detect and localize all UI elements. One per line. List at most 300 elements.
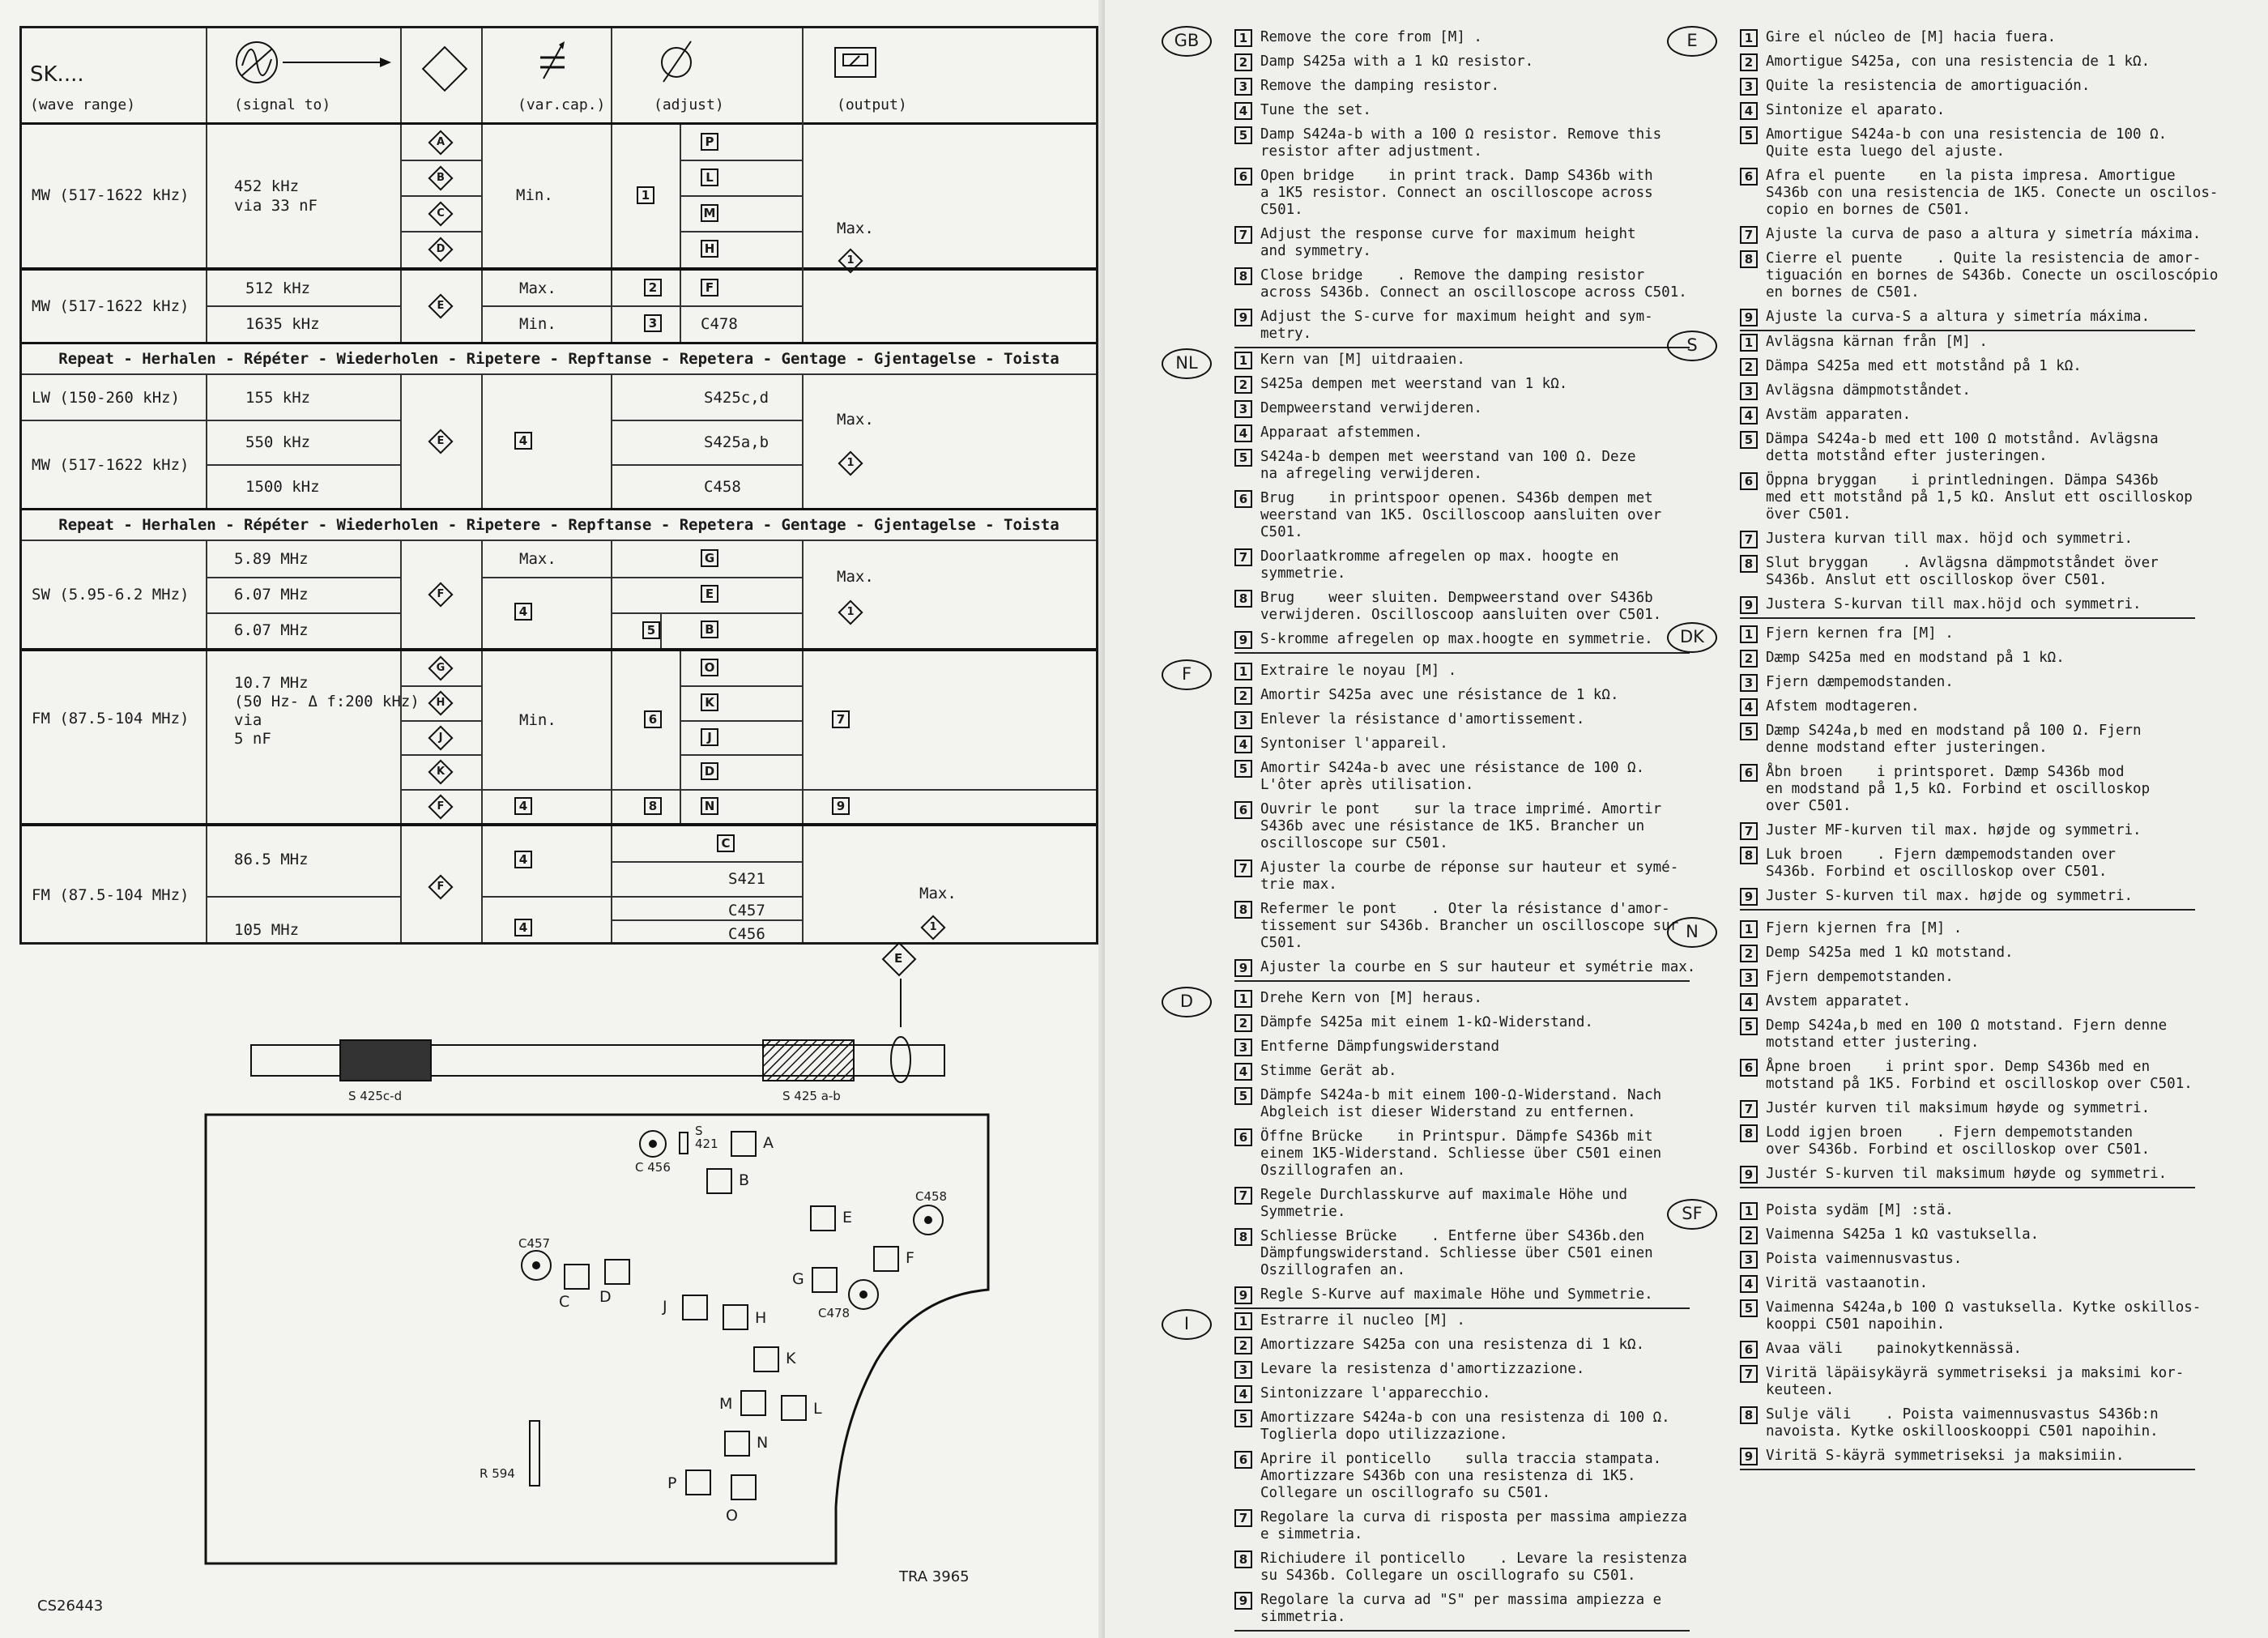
signal-cell: 5.89 MHz [234, 550, 309, 568]
step-number: 2 [1740, 1226, 1758, 1244]
step-text: Slut bryggan . Avlägsna dämpmotståndet över S436b. Anslut ett oscilloskop över C501. [1766, 555, 2159, 588]
language-badge: I [1162, 1309, 1212, 1340]
step-number: 5 [1740, 1299, 1758, 1317]
step-text: Close bridge . Remove the damping resistor across S436b. Connect an oscilloscope across C501. [1260, 267, 1687, 301]
step-text: Richiudere il ponticello . Levare la resistenza su S436b. Collegare un oscillografo su C501. [1260, 1551, 1687, 1584]
document-code: CS26443 [37, 1597, 104, 1615]
output-cell: Max. [919, 885, 957, 902]
step-text: Quite la resistencia de amortiguación. [1766, 78, 2091, 94]
step-text: Brug in printspoor openen. S436b dempen met weerstand van 1K5. Oscilloscoop aansluiten over C501. [1260, 490, 1662, 540]
language-badge: F [1162, 659, 1212, 690]
step-number: 3 [1740, 382, 1758, 400]
step-number: 5 [1740, 431, 1758, 449]
step-text: Dæmp S424a,b med en modstand på 100 Ω. Fjern denne modstand efter justeringen. [1766, 723, 2142, 756]
step-text: Amortir S424a-b avec une résistance de 100 Ω. L'ôter après utilisation. [1260, 760, 1645, 793]
step-number: 7 [1740, 531, 1758, 548]
section-divider [1740, 909, 2195, 911]
step-text: S-kromme afregelen op max.hoogte en symmetrie. [1260, 631, 1653, 647]
varcap-cell: Min. [519, 711, 556, 729]
signal-cell: 105 MHz [234, 921, 300, 939]
step-number: 4 [1740, 407, 1758, 424]
adjust-point: F [701, 279, 718, 296]
step-text: Ajuste la curva de paso a altura y simetría máxima. [1766, 226, 2202, 242]
language-badge: NL [1162, 348, 1212, 379]
pcb-point: J [682, 1295, 708, 1324]
step-number: 9 [1740, 888, 1758, 906]
step-number: 4 [514, 851, 532, 868]
step-number: 5 [1234, 1087, 1252, 1105]
step-number: 5 [1740, 723, 1758, 740]
table-row [22, 651, 1096, 826]
section-divider [1740, 1187, 2195, 1188]
step-text: Amortizzare S424a-b con una resistenza di 100 Ω. Toglierla dopo utilizzazione. [1260, 1410, 1670, 1443]
adjust-cell: S425a,b [704, 433, 770, 451]
step-number: 8 [1740, 250, 1758, 268]
component-label: C 456 [635, 1160, 671, 1175]
output-point-diamond: 1 [838, 248, 863, 273]
step-number: 8 [1740, 1124, 1758, 1142]
step-number: 1 [637, 186, 654, 204]
step-number: 5 [642, 621, 660, 639]
step-number: 8 [1234, 1228, 1252, 1246]
alignment-table [19, 26, 1098, 945]
language-badge: SF [1667, 1199, 1717, 1230]
step-number: 2 [1740, 650, 1758, 668]
step-number: 8 [1740, 1406, 1758, 1424]
step-number: 9 [1740, 1166, 1758, 1184]
step-text: Sintonizzare l'apparecchio. [1260, 1385, 1491, 1401]
step-text: Poista vaimennusvastus. [1766, 1251, 1963, 1267]
component-label: C457 [518, 1236, 551, 1251]
step-number: 9 [1234, 1286, 1252, 1304]
step-text: Fjern kernen fra [M] . [1766, 625, 1954, 642]
step-number: 3 [644, 314, 662, 332]
step-text: Dempweerstand verwijderen. [1260, 400, 1482, 416]
step-text: Öffne Brücke in Printspur. Dämpfe S436b mit einem 1K5-Widerstand. Schliesse über C501 einen Oszillografen an. [1260, 1128, 1662, 1179]
step-number: 4 [1234, 736, 1252, 753]
step-text: Afra el puente en la pista impresa. Amortigue S436b con una resistencia de 1K5. Conecte un oscilos- copio en bornes de C501. [1766, 168, 2219, 218]
output-cell: Max. [837, 411, 874, 429]
signal-cell: 452 kHz via 33 nF [234, 177, 318, 215]
step-text: Ajuster la courbe de réponse sur hauteur et symé- trie max. [1260, 860, 1679, 893]
step-text: Dæmp S425a med en modstand på 1 kΩ. [1766, 650, 2065, 666]
step-number: 4 [1740, 698, 1758, 716]
step-number: 6 [1740, 1059, 1758, 1077]
step-number: 2 [1234, 376, 1252, 394]
output-point-diamond: 1 [838, 450, 863, 476]
section-divider [1740, 617, 2195, 619]
step-text: Extraire le noyau [M] . [1260, 663, 1457, 679]
adjust-cell: C458 [704, 478, 741, 496]
step-text: Vaimenna S425a 1 kΩ vastuksella. [1766, 1226, 2040, 1243]
step-number: 7 [1740, 822, 1758, 840]
step-number: 1 [1740, 1202, 1758, 1220]
step-text: Fjern dempemotstanden. [1766, 969, 1954, 985]
step-number: 5 [1740, 126, 1758, 144]
coil-label: S 425c-d [348, 1089, 403, 1103]
step-text: Justér S-kurven til maksimum høyde og symmetri. [1766, 1166, 2168, 1182]
step-text: Justér kurven til maksimum høyde og symmetri. [1766, 1100, 2151, 1116]
step-number: 3 [1740, 1251, 1758, 1269]
step-number: 6 [1740, 472, 1758, 490]
component-label: S 421 [695, 1124, 718, 1151]
step-number: 4 [1234, 424, 1252, 442]
step-text: Avstem apparatet. [1766, 993, 1912, 1009]
adjust-point: C [717, 834, 735, 852]
adjust-point: M [701, 204, 718, 222]
step-number: 4 [514, 919, 532, 936]
signal-cell: 1500 kHz [245, 478, 320, 496]
adjust-point: L [701, 168, 718, 186]
pcb-point: O [731, 1474, 757, 1504]
step-text: Schliesse Brücke . Entferne über S436b.den Dämpfungswiderstand. Schliesse über C501 einen Oszillografen an. [1260, 1228, 1653, 1278]
step-text: Avaa väli painokytkennässä. [1766, 1341, 2023, 1357]
adjust-point: B [701, 621, 718, 638]
step-text: Justera kurvan till max. höjd och symmetri. [1766, 531, 2134, 547]
right-page [1105, 0, 2268, 1638]
step-number: 1 [1740, 29, 1758, 47]
step-text: Luk broen . Fjern dæmpemodstanden over S436b. Forbind et oscilloskop over C501. [1766, 847, 2116, 880]
step-number: 3 [1234, 1039, 1252, 1056]
wave-range-cell: SW (5.95-6.2 MHz) [32, 586, 190, 604]
repeat-banner: Repeat - Herhalen - Répéter - Wiederholen - Ripetere - Repftanse - Repetera - Gentage - Gjentagelse - Toista [22, 510, 1096, 541]
step-text: Dämpa S424a-b med ett 100 Ω motstånd. Avlägsna detta motstånd efter justeringen. [1766, 431, 2159, 464]
step-number: 4 [1740, 1275, 1758, 1293]
adjust-point: J [701, 728, 718, 746]
wave-range-header: (wave range) [30, 96, 136, 113]
point-diamond: E [428, 429, 453, 454]
pcb-point: K [753, 1346, 779, 1376]
step-number: 6 [1740, 168, 1758, 186]
section-divider [1740, 330, 2195, 331]
step-text: Adjust the response curve for maximum height and symmetry. [1260, 226, 1636, 259]
step-text: Viritä vastaanotin. [1766, 1275, 1929, 1291]
varcap-cell: Max. [519, 279, 556, 297]
signal-cell: 1635 kHz [245, 315, 320, 333]
pcb-point: L [781, 1395, 807, 1424]
step-number: 2 [1234, 1014, 1252, 1032]
step-number: 5 [1234, 1410, 1252, 1427]
step-number: 1 [1234, 1312, 1252, 1330]
adjust-cell: S425c,d [704, 389, 770, 407]
step-number: 7 [1234, 548, 1252, 566]
step-number: 8 [1740, 555, 1758, 573]
language-badge: E [1667, 26, 1717, 57]
step-text: Fjern dæmpemodstanden. [1766, 674, 1954, 690]
step-number: 9 [1740, 596, 1758, 614]
step-number: 1 [1234, 663, 1252, 680]
section-divider [1234, 1307, 1690, 1309]
step-number: 9 [1234, 1592, 1252, 1610]
wave-range-cell: MW (517-1622 kHz) [32, 456, 190, 474]
adjust-cell: C478 [701, 315, 738, 333]
language-badge: D [1162, 987, 1212, 1017]
step-text: Stimme Gerät ab. [1260, 1063, 1397, 1079]
varcap-cell: Min. [519, 315, 556, 333]
step-text: Regolare la curva di risposta per massima ampiezza e simmetria. [1260, 1509, 1687, 1542]
step-text: Levare la resistenza d'amortizzazione. [1260, 1361, 1585, 1377]
wave-range-code: SK.... [30, 62, 84, 87]
pcb-point: F [873, 1246, 899, 1275]
language-badge: DK [1667, 622, 1717, 653]
signal-cell: 155 kHz [245, 389, 311, 407]
point-diamond: K [428, 759, 453, 784]
pcb-point: N [724, 1431, 750, 1460]
step-number: 3 [1740, 674, 1758, 692]
step-text: Gire el núcleo de [M] hacia fuera. [1766, 29, 2057, 45]
adjust-cell: C456 [728, 925, 765, 943]
pcb-diagram [0, 940, 1105, 1620]
step-number: 8 [644, 797, 662, 815]
step-text: Regolare la curva ad "S" per massima ampiezza e simmetria. [1260, 1592, 1662, 1625]
adjust-icon [654, 36, 702, 85]
step-number: 2 [1740, 53, 1758, 71]
adjust-point: O [701, 659, 718, 676]
test-point-icon [422, 46, 468, 92]
step-number: 4 [1234, 1385, 1252, 1403]
step-number: 2 [1740, 358, 1758, 376]
step-number: 7 [1234, 1187, 1252, 1205]
step-number: 6 [1740, 764, 1758, 782]
step-number: 1 [1740, 920, 1758, 938]
step-text: Aprire il ponticello sulla traccia stampata. Amortizzare S436b con una resistenza di 1K5. Collegare un oscillografo su C501. [1260, 1451, 1662, 1501]
point-diamond: F [428, 582, 453, 607]
repeat-banner: Repeat - Herhalen - Répéter - Wiederholen - Ripetere - Repftanse - Repetera - Gentage - Gjentagelse - Toista [22, 344, 1096, 375]
adjust-point: G [701, 549, 718, 567]
step-number: 1 [1234, 352, 1252, 369]
step-number: 8 [1234, 267, 1252, 285]
pcb-point: B [706, 1168, 732, 1197]
step-number: 3 [1740, 78, 1758, 96]
pcb-point: G [812, 1267, 838, 1296]
point-diamond: G [428, 655, 453, 680]
step-number: 7 [1740, 1100, 1758, 1118]
signal-cell: 6.07 MHz [234, 621, 309, 639]
step-text: Demp S424a,b med en 100 Ω motstand. Fjern denne motstand etter justering. [1766, 1017, 2168, 1051]
step-number: 9 [832, 797, 850, 815]
step-text: Dämpfe S425a mit einem 1-kΩ-Widerstand. [1260, 1014, 1593, 1030]
step-number: 1 [1234, 29, 1252, 47]
step-number: 9 [1234, 959, 1252, 977]
signal-to-header: (signal to) [234, 96, 331, 113]
step-text: Regle S-Kurve auf maximale Höhe und Symmetrie. [1260, 1286, 1653, 1303]
step-number: 7 [1234, 1509, 1252, 1527]
step-number: 1 [1740, 625, 1758, 643]
step-text: Amortir S425a avec une résistance de 1 kΩ. [1260, 687, 1619, 703]
wave-range-cell: MW (517-1622 kHz) [32, 297, 190, 315]
step-text: Remove the core from [M] . [1260, 29, 1482, 45]
step-text: Juster S-kurven til max. højde og symmetri. [1766, 888, 2134, 904]
step-text: Syntoniser l'appareil. [1260, 736, 1448, 752]
step-text: Lodd igjen broen . Fjern dempemotstanden over S436b. Forbind et oscilloskop over C501. [1766, 1124, 2151, 1158]
adjust-cell: C457 [728, 902, 765, 919]
step-text: Sintonize el aparato. [1766, 102, 1946, 118]
step-text: Juster MF-kurven til max. højde og symmetri. [1766, 822, 2142, 838]
step-number: 7 [1234, 226, 1252, 244]
section-divider [1234, 347, 1690, 348]
component-label: C478 [818, 1306, 850, 1320]
step-text: Viritä S-käyrä symmetriseksi ja maksimiin. [1766, 1448, 2125, 1464]
step-number: 7 [1740, 226, 1758, 244]
language-badge: GB [1162, 26, 1212, 57]
step-text: Dämpfe S424a-b mit einem 100-Ω-Widerstand. Nach Abgleich ist dieser Widerstand zu entfernen. [1260, 1087, 1662, 1120]
wave-range-cell: LW (150-260 kHz) [32, 389, 181, 407]
step-number: 3 [1234, 1361, 1252, 1379]
step-number: 3 [1234, 711, 1252, 729]
step-text: Sulje väli . Poista vaimennusvastus S436b:n navoista. Kytke oskillooskooppi C501 napoihin. [1766, 1406, 2159, 1440]
step-text: Remove the damping resistor. [1260, 78, 1500, 94]
wave-range-cell: FM (87.5-104 MHz) [32, 886, 190, 904]
step-text: Regele Durchlasskurve auf maximale Höhe und Symmetrie. [1260, 1187, 1628, 1220]
step-text: Damp S424a-b with a 100 Ω resistor. Remove this resistor after adjustment. [1260, 126, 1662, 160]
step-text: Apparaat afstemmen. [1260, 424, 1423, 441]
step-number: 4 [514, 797, 532, 815]
step-text: Åbn broen i printsporet. Dæmp S436b mod en modstand på 1,5 kΩ. Forbind et oscilloskop over C501. [1766, 764, 2151, 814]
wave-range-cell: FM (87.5-104 MHz) [32, 710, 190, 727]
pcb-point: C [564, 1264, 590, 1293]
step-number: 9 [1234, 309, 1252, 326]
step-number: 7 [1234, 860, 1252, 877]
point-diamond: F [428, 874, 453, 899]
step-number: 4 [1234, 1063, 1252, 1081]
point-diamond: E [428, 293, 453, 318]
point-diamond: D [428, 237, 453, 262]
step-number: 6 [1234, 168, 1252, 186]
adjust-header: (adjust) [654, 96, 724, 113]
step-number: 4 [1740, 102, 1758, 120]
step-number: 7 [1740, 1365, 1758, 1383]
pcb-point: A [731, 1131, 757, 1160]
step-text: Viritä läpäisykäyrä symmetriseksi ja maksimi kor- keuteen. [1766, 1365, 2185, 1398]
step-text: Amortigue S425a, con una resistencia de 1 kΩ. [1766, 53, 2151, 70]
step-text: Avlägsna dämpmotståndet. [1766, 382, 1971, 399]
point-diamond: A [428, 130, 453, 155]
varcap-cell: Min. [516, 186, 553, 204]
step-text: Damp S425a with a 1 kΩ resistor. [1260, 53, 1534, 70]
output-point-diamond: 1 [920, 915, 945, 940]
step-text: Drehe Kern von [M] heraus. [1260, 990, 1482, 1006]
variable-capacitor-icon [532, 40, 573, 88]
language-badge: N [1667, 917, 1717, 948]
wave-range-cell: MW (517-1622 kHz) [32, 186, 190, 204]
step-number: 6 [1234, 490, 1252, 508]
output-header: (output) [837, 96, 907, 113]
step-number: 9 [1234, 631, 1252, 649]
step-number: 2 [1234, 687, 1252, 705]
step-number: 5 [1740, 1017, 1758, 1035]
adjust-point: E [701, 585, 718, 603]
step-text: Demp S425a med 1 kΩ motstand. [1766, 945, 2014, 961]
step-text: Entferne Dämpfungswiderstand [1260, 1039, 1500, 1055]
step-number: 4 [514, 432, 532, 450]
adjust-point: D [701, 762, 718, 780]
step-text: Amortizzare S425a con una resistenza di 1 kΩ. [1260, 1337, 1645, 1353]
step-text: Avstäm apparaten. [1766, 407, 1912, 423]
step-text: Dämpa S425a med ett motstånd på 1 kΩ. [1766, 358, 2082, 374]
var-cap-header: (var.cap.) [518, 96, 606, 113]
point-diamond: H [428, 690, 453, 715]
step-text: Cierre el puente . Quite la resistencia de amor- tiguación en bornes de S436b. Conecte un osciloscópio en bornes de C501. [1766, 250, 2219, 301]
table-row [22, 125, 1096, 271]
section-divider [1234, 652, 1690, 654]
point-diamond: J [428, 725, 453, 750]
signal-cell: 10.7 MHz (50 Hz- Δ f:200 kHz) via 5 nF [234, 674, 420, 748]
step-number: 3 [1234, 400, 1252, 418]
step-number: 5 [1234, 126, 1252, 144]
adjust-point: N [701, 797, 718, 815]
step-number: 4 [1234, 102, 1252, 120]
step-number: 5 [1234, 449, 1252, 467]
language-badge: S [1667, 331, 1717, 361]
left-page [0, 0, 1105, 1638]
step-text: Open bridge in print track. Damp S436b with a 1K5 resistor. Connect an oscilloscope across C501. [1260, 168, 1653, 218]
drawing-code: TRA 3965 [899, 1568, 970, 1585]
step-number: 3 [1234, 78, 1252, 96]
step-number: 3 [1740, 969, 1758, 987]
step-number: 8 [1234, 901, 1252, 919]
section-divider [1740, 1469, 2195, 1470]
point-diamond: B [428, 165, 453, 190]
table-header [22, 28, 1096, 125]
step-number: 9 [1740, 1448, 1758, 1465]
component-label: C458 [915, 1189, 948, 1204]
step-text: Refermer le pont . Oter la résistance d'amor- tissement sur S436b. Brancher un oscilloscope sur C501. [1260, 901, 1679, 951]
table-row [22, 541, 1096, 651]
step-number: 8 [1234, 590, 1252, 608]
step-text: Brug weer sluiten. Dempweerstand over S436b verwijderen. Oscilloscoop aansluiten over C501. [1260, 590, 1662, 623]
step-number: 6 [1234, 801, 1252, 819]
step-text: Adjust the S-curve for maximum height and sym- metry. [1260, 309, 1653, 342]
step-text: Estrarre il nucleo [M] . [1260, 1312, 1465, 1329]
step-number: 2 [1740, 945, 1758, 962]
signal-cell: 6.07 MHz [234, 586, 309, 604]
pcb-point: H [723, 1304, 748, 1333]
step-text: Åpne broen i print spor. Demp S436b med en motstand på 1K5. Forbind et oscilloskop over C501. [1766, 1059, 2193, 1092]
step-text: Kern van [M] uitdraaien. [1260, 352, 1465, 368]
step-text: Ajuste la curva-S a altura y simetría máxima. [1766, 309, 2151, 325]
step-number: 2 [1234, 53, 1252, 71]
point-diamond: C [428, 201, 453, 226]
step-text: S424a-b dempen met weerstand van 100 Ω. Deze na afregeling verwijderen. [1260, 449, 1636, 482]
pcb-point: D [604, 1259, 630, 1288]
step-text: Afstem modtageren. [1766, 698, 1920, 714]
step-text: Fjern kjernen fra [M] . [1766, 920, 1963, 936]
signal-cell: 550 kHz [245, 433, 311, 451]
rod-test-point: E [894, 951, 903, 966]
step-number: 4 [514, 603, 532, 621]
step-number: 7 [832, 710, 850, 728]
step-number: 9 [1740, 309, 1758, 326]
step-text: Öppna bryggan i printledningen. Dämpa S436b med ett motstånd på 1,5 kΩ. Anslut ett oscilloskop över C501. [1766, 472, 2193, 523]
adjust-point: H [701, 240, 718, 258]
step-number: 6 [1740, 1341, 1758, 1359]
step-number: 6 [644, 710, 662, 728]
step-number: 8 [1740, 847, 1758, 864]
step-number: 6 [1234, 1451, 1252, 1469]
component-label: R 594 [480, 1466, 515, 1481]
step-number: 5 [1234, 760, 1252, 778]
pcb-point: E [810, 1205, 836, 1235]
table-row [22, 271, 802, 344]
step-number: 6 [1234, 1128, 1252, 1146]
section-divider [1234, 1630, 1690, 1632]
signal-cell: 512 kHz [245, 279, 311, 297]
step-text: Enlever la résistance d'amortissement. [1260, 711, 1585, 727]
adjust-point: P [701, 133, 718, 151]
signal-cell: 86.5 MHz [234, 851, 309, 868]
step-number: 8 [1234, 1551, 1252, 1568]
section-divider [1234, 980, 1690, 982]
